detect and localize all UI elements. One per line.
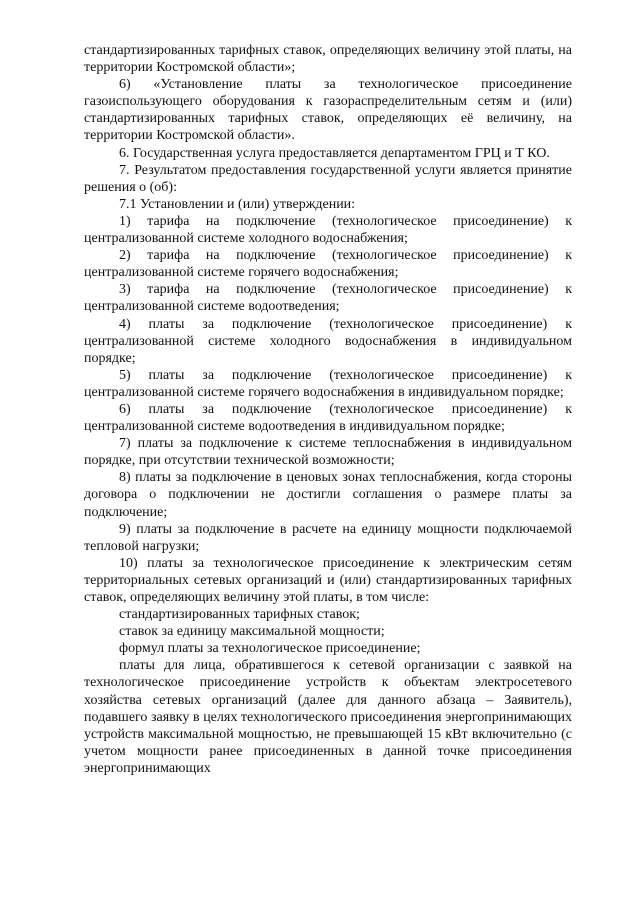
paragraph-section-7: 7. Результатом предоставления государственной услуги является принятие решения о (об): (84, 162, 572, 195)
list-item-9: 9) платы за подключение в расчете на единицу мощности подключаемой тепловой нагрузки; (84, 521, 572, 554)
paragraph-section-6: 6. Государственная услуга предоставляется департаментом ГРЦ и Т КО. (119, 145, 550, 161)
list-item-2: 2) тарифа на подключение (технологическое присоединение) к централизованной системе горячего водоснабжения; (84, 248, 572, 281)
list-item-3: 3) тарифа на подключение (технологическое присоединение) к централизованной системе водоотведения; (84, 282, 572, 315)
sub-item-tariff-rates: стандартизированных тарифных ставок; (119, 607, 360, 623)
paragraph-continuation: стандартизированных тарифных ставок, определяющих величину этой платы, на территории Костромской области»; (84, 43, 572, 76)
sub-item-formulas: формул платы за технологическое присоединение; (119, 641, 421, 657)
list-item-5: 5) платы за подключение (технологическое присоединение) к централизованной системе горячего водоснабжения в индивидуальном порядке; (84, 367, 572, 400)
sub-item-unit-rates: ставок за единицу максимальной мощности; (119, 624, 385, 640)
list-item-10: 10) платы за технологическое присоединение к электрическим сетям территориальных сетевых организаций и (или) стандартизированных тарифных ставок, определяющих величину этой платы, в том числе: (84, 555, 572, 605)
list-item-7: 7) платы за подключение к системе теплоснабжения в индивидуальном порядке, при отсутствии технической возможности; (84, 436, 572, 469)
list-item-4: 4) платы за подключение (технологическое присоединение) к централизованной системе холодного водоснабжения в индивидуальном порядке; (84, 316, 572, 366)
list-item-8: 8) платы за подключение в ценовых зонах теплоснабжения, когда стороны договора о подключении не достигли соглашения о размере платы за подключение; (84, 470, 572, 520)
paragraph-section-7-1: 7.1 Установлении и (или) утверждении: (119, 196, 356, 212)
paragraph-item-6-gas: 6) «Установление платы за технологическое присоединение газоиспользующего оборудования к газораспределительным сетям и (или) стандартизированных тарифных ставок, определяющих её величину, на территории Костромской области». (84, 77, 572, 144)
paragraph-applicant-fee: платы для лица, обратившегося к сетевой организации с заявкой на технологическое присоединение устройств к объектам электросетевого хозяйства сетевых организаций (далее для данного абзаца – Заявитель), подавшего заявку в целях технологического присоединения энергопринимающих устройств максимальной мощностью, не превышающей 15 кВт включительно (с учетом мощности ранее присоединенных в данной точке присоединения энергопринимающих (84, 658, 572, 776)
list-item-6: 6) платы за подключение (технологическое присоединение) к централизованной системе водоотведения в индивидуальном порядке; (84, 401, 572, 435)
list-item-1: 1) тарифа на подключение (технологическое присоединение) к централизованной системе холодного водоснабжения; (84, 213, 572, 247)
document-page (84, 42, 572, 777)
